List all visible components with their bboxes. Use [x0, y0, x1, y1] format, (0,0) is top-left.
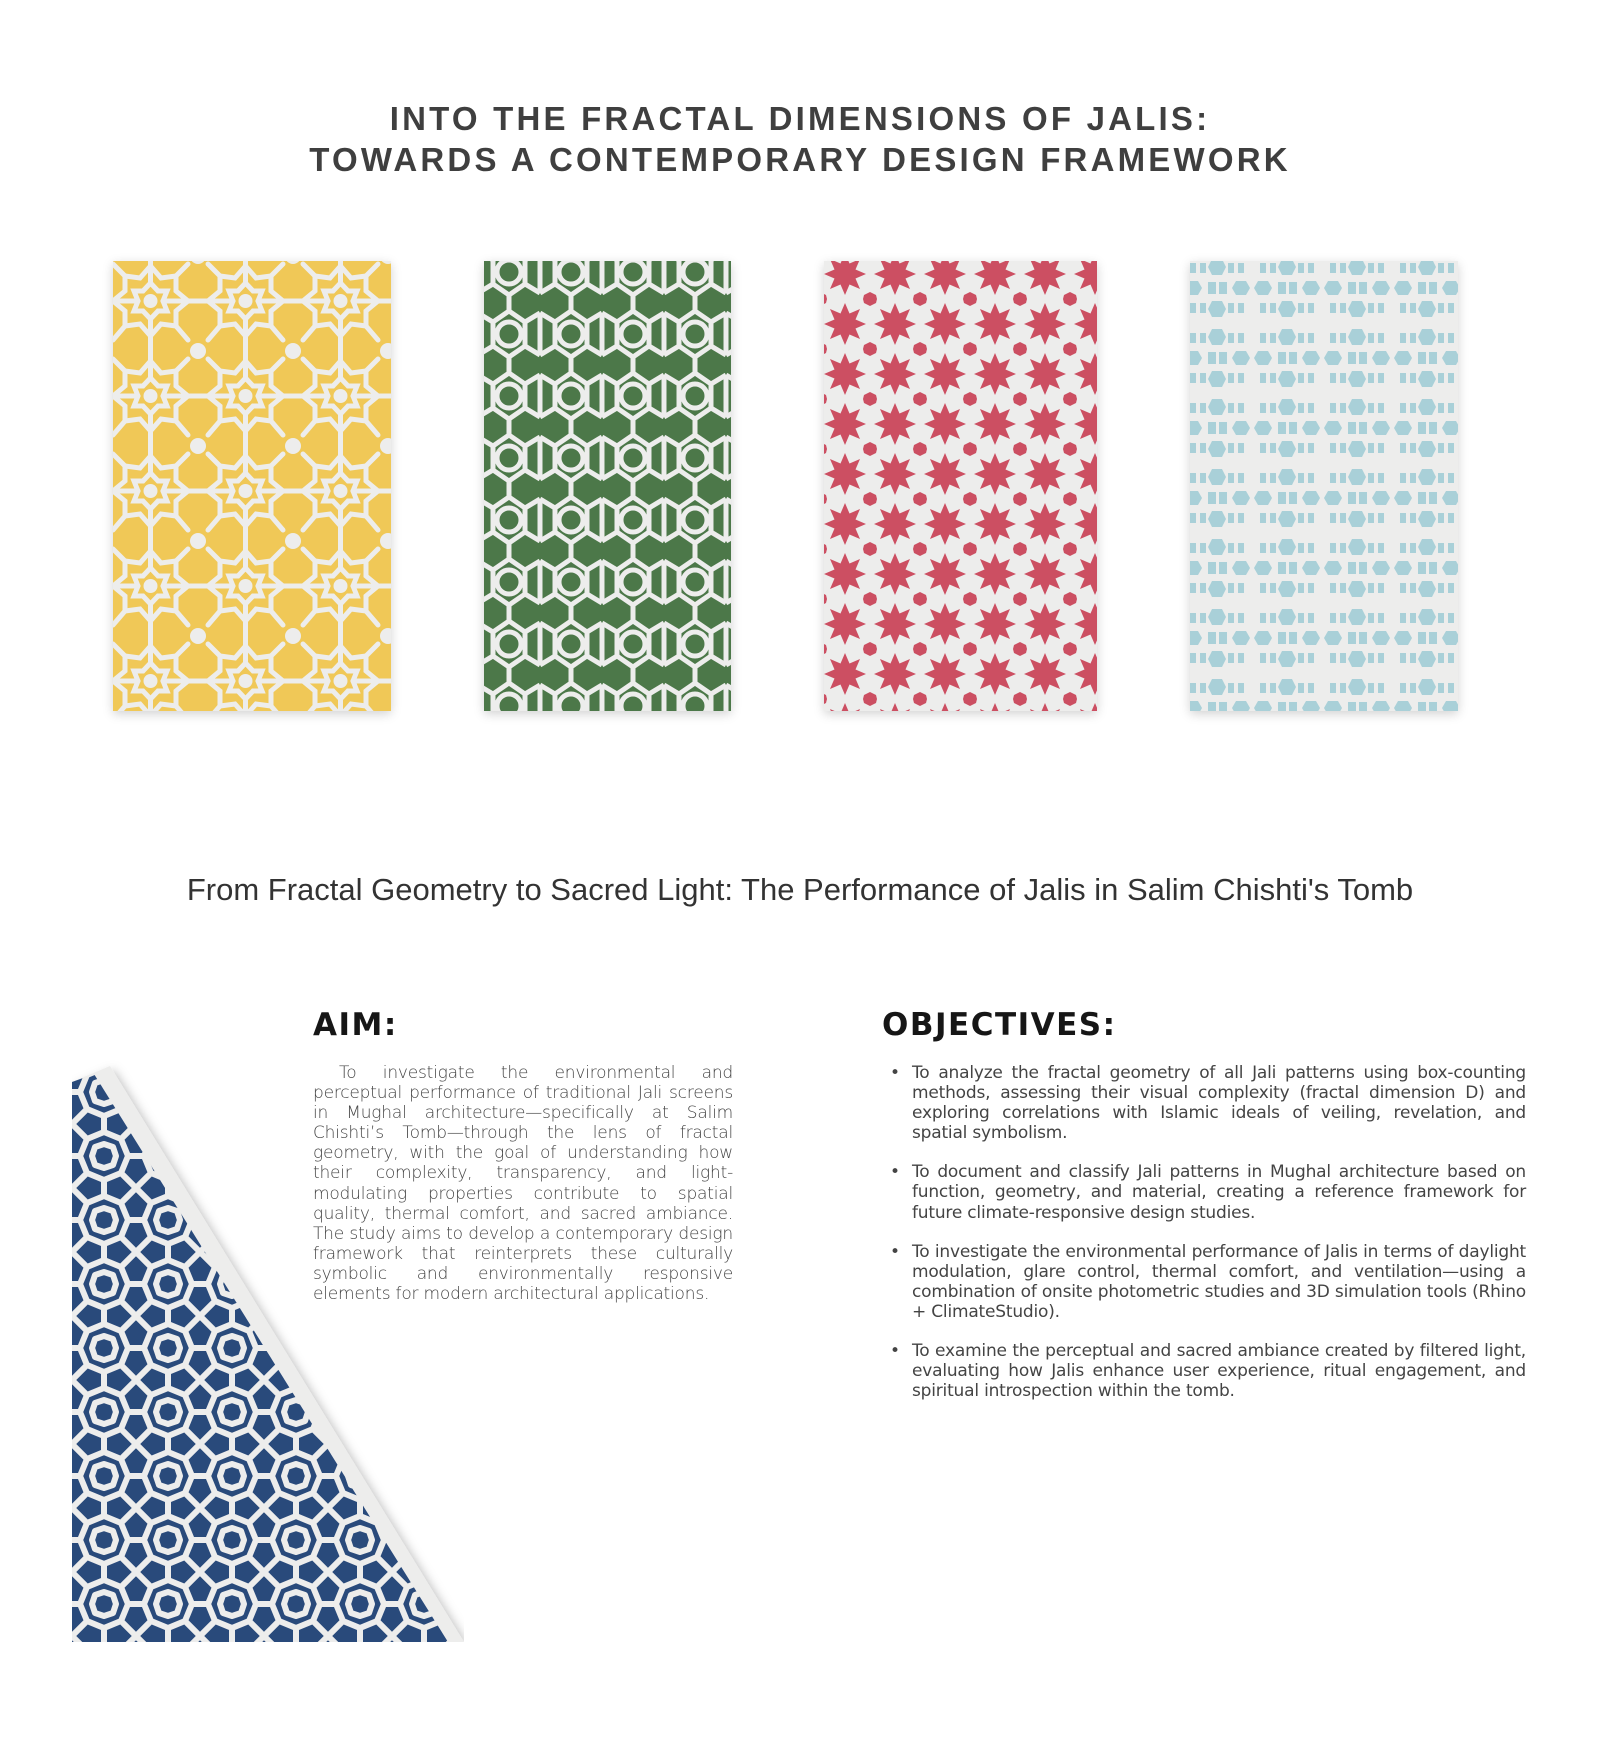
objective-text: To analyze the fractal geometry of all Jali patterns using box-counting methods, assessing their visual complexity (fractal dimension D) and exploring correlations with Islamic ideals of veiling, revelation, and spatial symbolism.	[912, 1063, 1526, 1144]
objective-text: To examine the perceptual and sacred ambiance created by filtered light, evaluating how Jalis enhance user experience, ritual engagement, and spiritual introspection within the tomb.	[912, 1341, 1526, 1402]
bullet-icon: •	[890, 1162, 900, 1183]
red-jali-panel	[824, 261, 1097, 711]
yellow-jali-pattern	[113, 261, 391, 711]
blue-jali-pattern	[1190, 261, 1458, 711]
bullet-icon: •	[890, 1241, 900, 1262]
aim-text: To investigate the environmental and perceptual performance of traditional Jali screens in Mughal architecture—specifically at Salim Chishti’s Tomb—through the lens of fractal geometry, with the goal of understanding how their complexity, transparency, and light-modulating properties contribute to spatial quality, thermal comfort, and sacred ambiance. The study aims to develop a contemporary design framework that reinterprets these culturally symbolic and environmentally responsive elements for modern architectural applications.	[313, 1063, 733, 1305]
yellow-jali-panel	[113, 261, 391, 711]
objective-item	[882, 1341, 1526, 1401]
objectives-heading: OBJECTIVES:	[882, 1007, 1117, 1043]
objective-item	[882, 1162, 1526, 1222]
red-jali-pattern	[824, 261, 1097, 711]
bullet-icon: •	[890, 1341, 900, 1362]
objective-text: To investigate the environmental performance of Jalis in terms of daylight modulation, glare control, thermal comfort, and ventilation—using a combination of onsite photometric studies and 3D simulation tools (Rhino + ClimateStudio).	[912, 1241, 1526, 1322]
subtitle: From Fractal Geometry to Sacred Light: The Performance of Jalis in Salim Chishti's Tomb	[186, 872, 1414, 907]
objective-text: To document and classify Jali patterns in Mughal architecture based on function, geometry, and material, creating a reference framework for future climate-responsive design studies.	[912, 1162, 1526, 1223]
green-jali-pattern	[484, 261, 731, 711]
main-title-line-1: INTO THE FRACTAL DIMENSIONS OF JALIS:	[389, 100, 1211, 137]
aim-heading: AIM:	[313, 1007, 398, 1043]
green-jali-panel	[484, 261, 731, 711]
main-title	[0, 98, 1600, 180]
objective-item	[882, 1063, 1526, 1143]
blue-jali-panel	[1190, 261, 1458, 711]
main-title-line-2: TOWARDS A CONTEMPORARY DESIGN FRAMEWORK	[309, 141, 1291, 178]
bullet-icon: •	[890, 1063, 900, 1083]
objective-item	[882, 1242, 1526, 1322]
objectives-list	[882, 1063, 1526, 1420]
